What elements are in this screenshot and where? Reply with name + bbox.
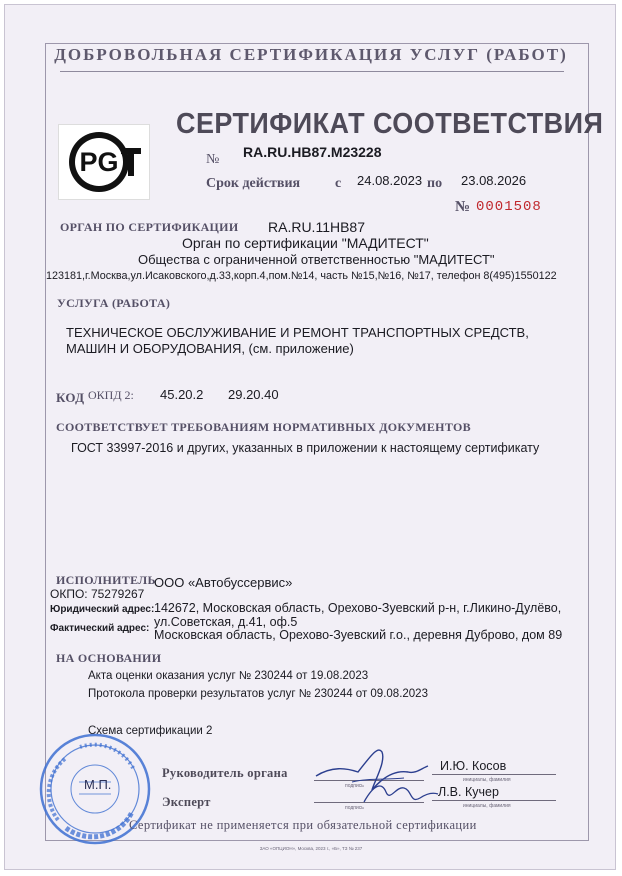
expert-name-caption: инициалы, фамилия	[463, 803, 511, 809]
svg-text:PG: PG	[79, 147, 119, 177]
blank-number-label: №	[455, 199, 471, 215]
header-divider	[60, 71, 564, 72]
certificate-title: СЕРТИФИКАТ СООТВЕТСТВИЯ	[176, 108, 604, 140]
validity-to: 23.08.2026	[461, 173, 527, 188]
code-value-2: 29.20.40	[228, 387, 279, 402]
printer-imprint: ЗАО «ОПЦИОН», Москва, 2023 г., «Б», ТЗ № 237	[259, 846, 363, 851]
expert-label: Эксперт	[162, 795, 211, 809]
footer-note: Сертификат не применяется при обязательной сертификации	[129, 818, 477, 832]
basis-line1: Акта оценки оказания услуг № 230244 от 19.08.2023	[88, 670, 369, 682]
legal-address-line2: ул.Советская, д.41, оф.5	[154, 615, 298, 629]
certification-body-org: Общества с ограниченной ответственностью "МАДИТЕСТ"	[138, 252, 495, 267]
service-line2: МАШИН И ОБОРУДОВАНИЯ, (см. приложение)	[66, 341, 354, 356]
expert-signature	[360, 778, 440, 812]
expert-name: Л.В. Кучер	[438, 785, 499, 799]
registration-number: RA.RU.HB87.M23228	[243, 144, 382, 160]
validity-from: 24.08.2023	[357, 173, 423, 188]
basis-label: НА ОСНОВАНИИ	[56, 651, 162, 665]
okpd-label: ОКПД 2:	[88, 388, 134, 402]
head-name: И.Ю. Косов	[440, 759, 507, 773]
service-label: УСЛУГА (РАБОТА)	[57, 296, 171, 310]
actual-address: Московская область, Орехово-Зуевский г.о., деревня Дуброво, дом 89	[154, 628, 563, 642]
certification-body-name: Орган по сертификации "МАДИТЕСТ"	[182, 235, 429, 251]
executor-name: ООО «Автобуссервис»	[154, 575, 293, 590]
certification-body-address: 123181,г.Москва,ул.Исаковского,д.33,корп.4,пом.№14, часть №15,№16, №17, телефон 8(495)1550122	[46, 270, 557, 282]
service-line1: ТЕХНИЧЕСКОЕ ОБСЛУЖИВАНИЕ И РЕМОНТ ТРАНСПОРТНЫХ СРЕДСТВ,	[66, 325, 529, 340]
requirements-text: ГОСТ 33997-2016 и других, указанных в приложении к настоящему сертификату	[71, 441, 540, 455]
actual-address-label: Фактический адрес:	[50, 623, 150, 634]
certification-body-code: RA.RU.11HB87	[268, 219, 366, 235]
header-title: ДОБРОВОЛЬНАЯ СЕРТИФИКАЦИЯ УСЛУГ (РАБОТ)	[54, 45, 568, 64]
executor-okpo: ОКПО: 75279267	[50, 587, 145, 601]
head-label: Руководитель органа	[162, 766, 288, 780]
certification-body-label: ОРГАН ПО СЕРТИФИКАЦИИ	[60, 220, 239, 234]
certification-scheme: Схема сертификации 2	[88, 725, 213, 737]
number-sign: №	[206, 152, 220, 167]
head-name-caption: инициалы, фамилия	[463, 777, 511, 783]
validity-label: Срок действия	[206, 176, 301, 191]
executor-label: ИСПОЛНИТЕЛЬ	[56, 573, 156, 587]
validity-from-label: с	[335, 176, 342, 191]
pct-logo-icon	[59, 125, 149, 199]
validity-to-label: по	[427, 176, 443, 191]
code-label: КОД	[56, 390, 85, 405]
stamp-mp: М.П.	[84, 777, 112, 792]
pct-logo	[58, 124, 150, 200]
blank-number: 0001508	[476, 199, 542, 215]
expert-sign-caption: подпись	[345, 805, 364, 811]
code-value-1: 45.20.2	[160, 387, 204, 402]
head-sign-caption: подпись	[345, 783, 364, 789]
head-name-line	[432, 774, 556, 775]
basis-line2: Протокола проверки результатов услуг № 230244 от 09.08.2023	[88, 688, 428, 700]
requirements-label: СООТВЕТСТВУЕТ ТРЕБОВАНИЯМ НОРМАТИВНЫХ ДОКУМЕНТОВ	[56, 420, 471, 434]
legal-address-line1: 142672, Московская область, Орехово-Зуевский р-н, г.Ликино-Дулёво,	[154, 601, 562, 615]
expert-name-line	[432, 800, 556, 801]
legal-address-label: Юридический адрес:	[50, 604, 155, 615]
